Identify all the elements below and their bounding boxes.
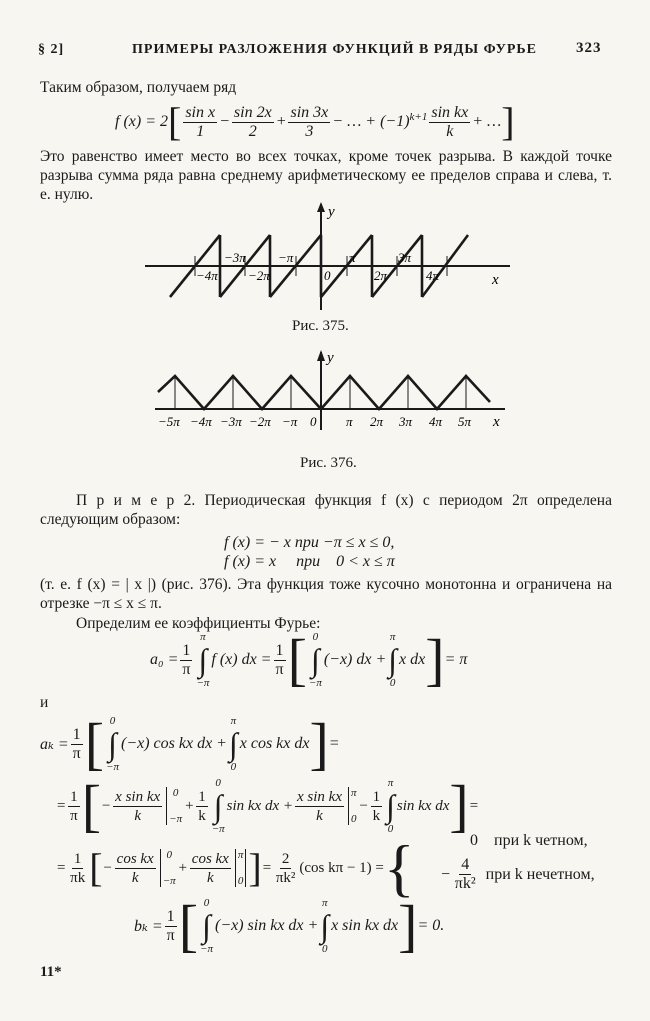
tick-m2pi: −2π	[249, 414, 271, 429]
equation-bk: bₖ = $\frac{1}{\pi}$ [ 0 ∫ −π (−x) sin kx dx + π ∫ 0 x sin kx dx ] = 0.	[134, 893, 445, 958]
a0-integrand: f (x) dx =	[211, 651, 272, 668]
tick-zero: 0	[310, 414, 317, 429]
bracket-close: ]	[501, 99, 515, 144]
conjunction-and: и	[40, 694, 49, 711]
signature-mark: 11*	[40, 964, 62, 980]
example-2-paragraph: (т. е. f (x) = | x |) (рис. 376). Эта функция тоже кусочно монотонна и ограничена на отрезке −π ≤ x ≤ π.	[40, 576, 612, 612]
tick-p4pi: 4π	[426, 268, 440, 283]
y-axis-arrow	[317, 202, 325, 212]
term-3: $\frac{\sin 3x}{3}$	[290, 103, 329, 140]
minus-sign: −	[219, 113, 230, 130]
definition-line-1: f (x) = − x при −π ≤ x ≤ 0,	[224, 534, 395, 551]
series-middle: − … + (−1)	[332, 113, 410, 130]
term-2: $\frac{\sin 2x}{2}$	[233, 103, 272, 140]
intro-text: Таким образом, получаем ряд	[40, 79, 237, 96]
tick-m3pi: −3π	[224, 250, 246, 265]
tick-mpi: −π	[282, 414, 298, 429]
example-2-text: Периодическая функция f (x) с периодом 2π определена следующим образом:	[40, 492, 612, 528]
coefficients-intro: Определим ее коэффициенты Фурье:	[76, 615, 321, 632]
bracket-open: [	[168, 99, 182, 144]
example-2-statement	[40, 491, 612, 529]
tick-p3pi: 3π	[399, 414, 413, 429]
figure-376-caption: Рис. 376.	[300, 455, 357, 471]
running-title: ПРИМЕРЫ РАЗЛОЖЕНИЯ ФУНКЦИЙ В РЯДЫ ФУРЬЕ	[132, 42, 538, 57]
tick-zero: 0	[324, 268, 331, 283]
example-2-label: П р и м е р 2.	[76, 492, 196, 509]
plus-sign: +	[275, 113, 287, 130]
equation-ak-line-2: = $\frac{1}{\pi}$ [ − $\frac{\text{x sin kx}}{k}$ 0 −π + $\frac{1}{k}$ 0 ∫ −π sin kx dx + $\frac{\text{x sin kx}}{k}$ π 0 − $\frac{1}{k}$ π ∫ 0 sin kx dx ] =	[56, 773, 479, 838]
tick-pi: π	[349, 250, 356, 265]
case-even: 0 при k четном,	[470, 832, 588, 849]
x-axis-label: x	[493, 414, 500, 430]
case-odd: − $\frac{4}{\text{πk²}}$ при k нечетном,	[440, 856, 595, 892]
tick-m3pi: −3π	[220, 414, 242, 429]
paragraph-discontinuity: Это равенство имеет место во всех точках, кроме точек разрыва. В каждой точке разрыва сумма ряда равна среднему арифметическому ее пределов справа и слева, т. е. нулю.	[40, 148, 612, 203]
y-axis-label: y	[327, 350, 334, 366]
term-1: $\frac{\text{sin x}}{1}$	[185, 103, 216, 140]
y-axis-label: y	[328, 204, 335, 220]
tick-p3pi: 3π	[398, 250, 412, 265]
equation-ak-line-3: = $\frac{1}{\pi k}$ [ − $\frac{\text{cos kx}}{k}$ 0 −π + $\frac{\text{cos kx}}{k}$ π 0 ] = $\frac{2}{\text{πk²}}$ (cos kπ − 1) = {	[56, 832, 415, 903]
tick-p2pi: 2π	[374, 268, 388, 283]
series-lhs: f (x) = 2	[115, 113, 168, 130]
tick-m2pi: −2π	[248, 268, 270, 283]
figure-376-triangle	[150, 348, 515, 438]
a0-result: = π	[444, 651, 468, 668]
tick-m4pi: −4π	[196, 268, 218, 283]
x-axis-label: x	[492, 272, 499, 288]
tick-pi: π	[346, 414, 353, 429]
equation-ak-line-1: aₖ = $\frac{1}{\pi}$ [ 0 ∫ −π (−x) cos kx dx + π ∫ 0 x cos kx dx ] =	[40, 711, 340, 776]
figure-375-caption: Рис. 375.	[292, 318, 349, 334]
equation-a0: a₀ = $\frac{1}{\pi}$ π ∫ −π f (x) dx = $\frac{1}{\pi}$ [ 0 ∫ −π (−x) dx + π ∫ 0 x dx ] = π	[150, 627, 468, 692]
section-number: § 2]	[38, 42, 65, 57]
triangle-line	[158, 376, 490, 409]
tick-p5pi: 5π	[458, 414, 472, 429]
page-number: 323	[576, 40, 602, 56]
tick-p2pi: 2π	[370, 414, 384, 429]
tick-p4pi: 4π	[429, 414, 443, 429]
y-axis-arrow	[317, 350, 325, 361]
a0-lhs: a₀ =	[150, 651, 179, 668]
term-k: $\frac{\text{sin kx}}{k}$	[431, 103, 469, 140]
figure-375-sawtooth	[140, 200, 520, 315]
series-exponent: k+1	[409, 111, 428, 123]
definition-line-2: f (x) = x при 0 < x ≤ π	[224, 553, 395, 570]
series-end: + …	[472, 113, 502, 130]
tick-m5pi: −5π	[158, 414, 180, 429]
tick-mpi: −π	[278, 250, 294, 265]
tick-m4pi: −4π	[190, 414, 212, 429]
series-formula	[115, 100, 515, 144]
